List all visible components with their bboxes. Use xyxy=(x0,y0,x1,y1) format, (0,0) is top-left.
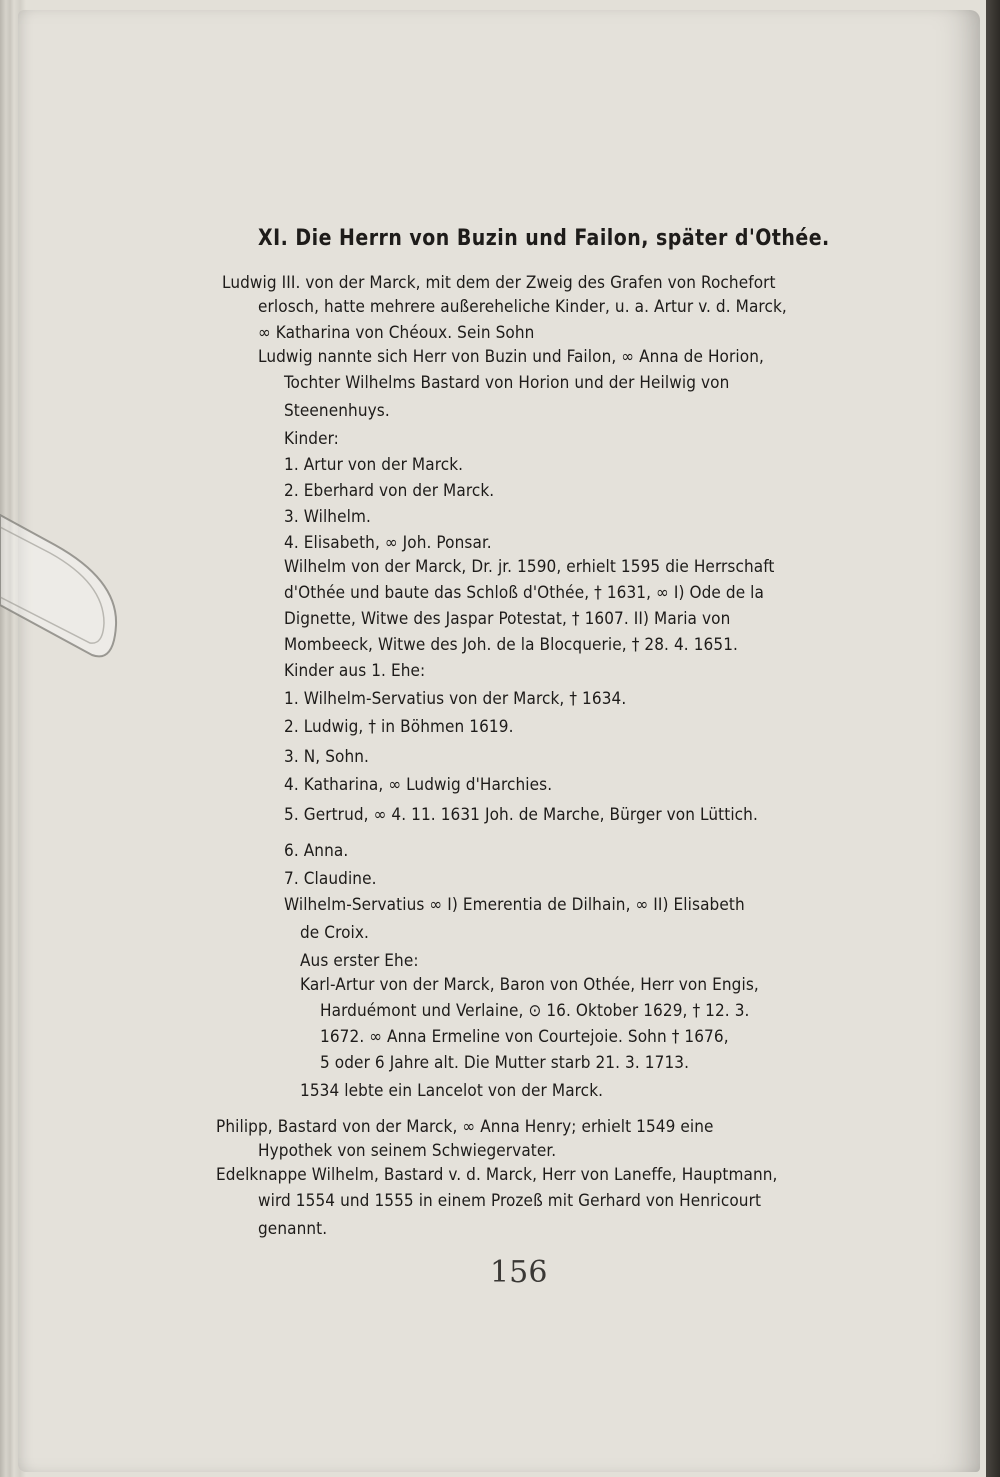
text-line: Steenenhuys. xyxy=(284,401,390,421)
text-line: wird 1554 und 1555 in einem Prozeß mit Gerhard von Henricourt xyxy=(258,1191,762,1211)
text-line: 5 oder 6 Jahre alt. Die Mutter starb 21. 3. 1713. xyxy=(320,1053,690,1073)
text-line: erlosch, hatte mehrere außereheliche Kinder, u. a. Artur v. d. Marck, xyxy=(258,297,787,317)
text-line: 1534 lebte ein Lancelot von der Marck. xyxy=(300,1081,604,1101)
page-number: 156 xyxy=(490,1255,548,1290)
list-item: 1. Artur von der Marck. xyxy=(284,455,464,475)
list-item: 6. Anna. xyxy=(284,841,349,861)
text-line: Tochter Wilhelms Bastard von Horion und der Heilwig von xyxy=(284,373,730,393)
list-item: 4. Elisabeth, ∞ Joh. Ponsar. xyxy=(284,533,492,553)
text-line: Aus erster Ehe: xyxy=(300,951,419,971)
text-line: de Croix. xyxy=(300,923,369,943)
list-item: 2. Eberhard von der Marck. xyxy=(284,481,495,501)
text-line: Edelknappe Wilhelm, Bastard v. d. Marck, Herr von Laneffe, Hauptmann, xyxy=(216,1165,778,1185)
text-line: Karl-Artur von der Marck, Baron von Othée, Herr von Engis, xyxy=(300,975,759,995)
list-item: 2. Ludwig, † in Böhmen 1619. xyxy=(284,717,514,737)
list-item: 4. Katharina, ∞ Ludwig d'Harchies. xyxy=(284,775,553,795)
section-heading: XI. Die Herrn von Buzin und Failon, später d'Othée. xyxy=(258,226,830,251)
text-line: Ludwig nannte sich Herr von Buzin und Failon, ∞ Anna de Horion, xyxy=(258,347,764,367)
text-line: Philipp, Bastard von der Marck, ∞ Anna Henry; erhielt 1549 eine xyxy=(216,1117,714,1137)
list-item: 3. N, Sohn. xyxy=(284,747,370,767)
text-line: ∞ Katharina von Chéoux. Sein Sohn xyxy=(258,323,535,343)
text-line: Harduémont und Verlaine, ⊙ 16. Oktober 1629, † 12. 3. xyxy=(320,1001,750,1021)
list-item: 3. Wilhelm. xyxy=(284,507,371,527)
list-item: 7. Claudine. xyxy=(284,869,377,889)
text-line: 1672. ∞ Anna Ermeline von Courtejoie. Sohn † 1676, xyxy=(320,1027,729,1047)
text-line: genannt. xyxy=(258,1219,328,1239)
text-line: Mombeeck, Witwe des Joh. de la Blocquerie, † 28. 4. 1651. xyxy=(284,635,738,655)
text-line: Wilhelm von der Marck, Dr. jr. 1590, erhielt 1595 die Herrschaft xyxy=(284,557,775,577)
text-line: Kinder: xyxy=(284,429,339,449)
text-line: Wilhelm-Servatius ∞ I) Emerentia de Dilhain, ∞ II) Elisabeth xyxy=(284,895,745,915)
text-line: d'Othée und baute das Schloß d'Othée, † 1631, ∞ I) Ode de la xyxy=(284,583,764,603)
text-line: Kinder aus 1. Ehe: xyxy=(284,661,426,681)
text-line: Dignette, Witwe des Jaspar Potestat, † 1607. II) Maria von xyxy=(284,609,731,629)
list-item: 1. Wilhelm-Servatius von der Marck, † 1634. xyxy=(284,689,627,709)
text-line: Hypothek von seinem Schwiegervater. xyxy=(258,1141,557,1161)
text-line: Ludwig III. von der Marck, mit dem der Zweig des Grafen von Rochefort xyxy=(222,273,776,293)
list-item: 5. Gertrud, ∞ 4. 11. 1631 Joh. de Marche, Bürger von Lüttich. xyxy=(284,805,758,825)
